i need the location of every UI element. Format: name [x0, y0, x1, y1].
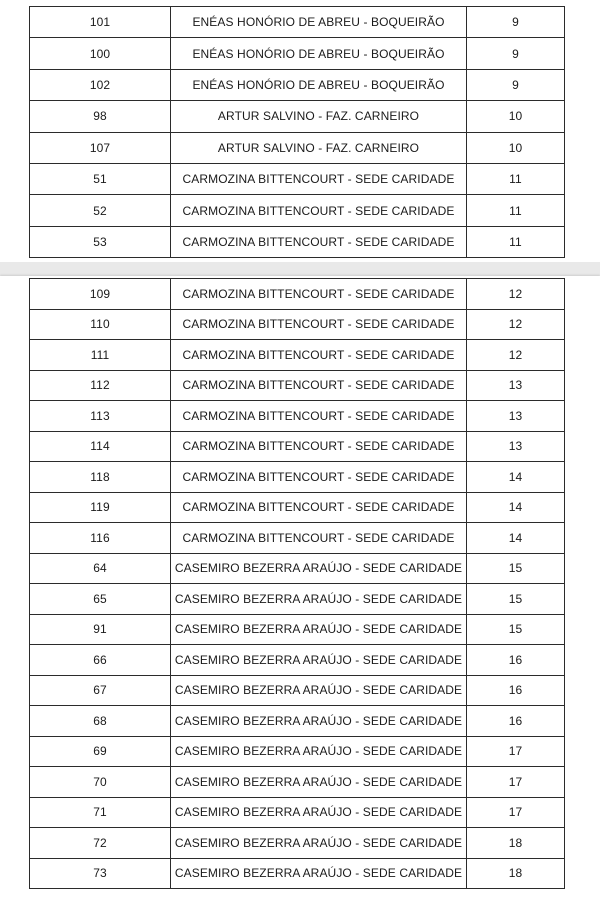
cell-school: CARMOZINA BITTENCOURT - SEDE CARIDADE [171, 523, 467, 554]
table-row [30, 645, 565, 676]
cell-number: 10 [467, 132, 565, 163]
cell-school: CARMOZINA BITTENCOURT - SEDE CARIDADE [171, 492, 467, 523]
cell-number: 9 [467, 7, 565, 38]
table-row [30, 553, 565, 584]
data-table-top [29, 6, 565, 258]
table-row [30, 614, 565, 645]
document-page-top [0, 0, 600, 262]
cell-school: CARMOZINA BITTENCOURT - SEDE CARIDADE [171, 195, 467, 226]
cell-school: CASEMIRO BEZERRA ARAÚJO - SEDE CARIDADE [171, 553, 467, 584]
cell-code: 68 [30, 706, 171, 737]
cell-number: 17 [467, 797, 565, 828]
cell-school: ARTUR SALVINO - FAZ. CARNEIRO [171, 101, 467, 132]
cell-school: CASEMIRO BEZERRA ARAÚJO - SEDE CARIDADE [171, 645, 467, 676]
cell-number: 12 [467, 340, 565, 371]
cell-school: CARMOZINA BITTENCOURT - SEDE CARIDADE [171, 163, 467, 194]
table-row [30, 226, 565, 257]
cell-number: 12 [467, 279, 565, 310]
cell-number: 16 [467, 675, 565, 706]
cell-number: 9 [467, 69, 565, 100]
cell-number: 15 [467, 553, 565, 584]
cell-number: 11 [467, 163, 565, 194]
cell-number: 12 [467, 309, 565, 340]
table-row [30, 584, 565, 615]
cell-number: 18 [467, 828, 565, 859]
cell-school: CASEMIRO BEZERRA ARAÚJO - SEDE CARIDADE [171, 584, 467, 615]
cell-school: CARMOZINA BITTENCOURT - SEDE CARIDADE [171, 279, 467, 310]
cell-number: 9 [467, 38, 565, 69]
cell-number: 15 [467, 584, 565, 615]
cell-code: 64 [30, 553, 171, 584]
cell-code: 52 [30, 195, 171, 226]
cell-school: ARTUR SALVINO - FAZ. CARNEIRO [171, 132, 467, 163]
cell-number: 14 [467, 523, 565, 554]
cell-school: CASEMIRO BEZERRA ARAÚJO - SEDE CARIDADE [171, 614, 467, 645]
table-row [30, 523, 565, 554]
cell-number: 16 [467, 706, 565, 737]
cell-school: CARMOZINA BITTENCOURT - SEDE CARIDADE [171, 462, 467, 493]
cell-school: CARMOZINA BITTENCOURT - SEDE CARIDADE [171, 431, 467, 462]
cell-code: 116 [30, 523, 171, 554]
table-row [30, 370, 565, 401]
table-row [30, 462, 565, 493]
cell-school: ENÉAS HONÓRIO DE ABREU - BOQUEIRÃO [171, 7, 467, 38]
table-row [30, 797, 565, 828]
cell-school: CASEMIRO BEZERRA ARAÚJO - SEDE CARIDADE [171, 858, 467, 889]
cell-school: CARMOZINA BITTENCOURT - SEDE CARIDADE [171, 370, 467, 401]
cell-number: 15 [467, 614, 565, 645]
cell-number: 14 [467, 492, 565, 523]
cell-number: 17 [467, 767, 565, 798]
cell-school: CASEMIRO BEZERRA ARAÚJO - SEDE CARIDADE [171, 736, 467, 767]
cell-code: 67 [30, 675, 171, 706]
table-row [30, 431, 565, 462]
table-row [30, 401, 565, 432]
page-separator [0, 262, 600, 276]
cell-code: 53 [30, 226, 171, 257]
table-row [30, 279, 565, 310]
cell-school: CASEMIRO BEZERRA ARAÚJO - SEDE CARIDADE [171, 767, 467, 798]
table-row [30, 69, 565, 100]
cell-number: 11 [467, 195, 565, 226]
table-row [30, 163, 565, 194]
cell-code: 51 [30, 163, 171, 194]
cell-school: CASEMIRO BEZERRA ARAÚJO - SEDE CARIDADE [171, 706, 467, 737]
cell-code: 113 [30, 401, 171, 432]
cell-code: 118 [30, 462, 171, 493]
table-row [30, 38, 565, 69]
table-row [30, 675, 565, 706]
cell-code: 69 [30, 736, 171, 767]
table-row [30, 736, 565, 767]
cell-code: 91 [30, 614, 171, 645]
cell-code: 109 [30, 279, 171, 310]
table-body-top [30, 7, 565, 258]
table-row [30, 706, 565, 737]
cell-code: 73 [30, 858, 171, 889]
cell-school: CARMOZINA BITTENCOURT - SEDE CARIDADE [171, 340, 467, 371]
table-body-bottom [30, 279, 565, 889]
cell-code: 112 [30, 370, 171, 401]
cell-number: 13 [467, 370, 565, 401]
cell-code: 114 [30, 431, 171, 462]
table-row [30, 7, 565, 38]
cell-school: CASEMIRO BEZERRA ARAÚJO - SEDE CARIDADE [171, 828, 467, 859]
cell-code: 119 [30, 492, 171, 523]
cell-code: 102 [30, 69, 171, 100]
cell-school: ENÉAS HONÓRIO DE ABREU - BOQUEIRÃO [171, 38, 467, 69]
cell-code: 71 [30, 797, 171, 828]
cell-code: 101 [30, 7, 171, 38]
cell-school: CARMOZINA BITTENCOURT - SEDE CARIDADE [171, 309, 467, 340]
data-table-bottom [29, 278, 565, 889]
cell-code: 65 [30, 584, 171, 615]
cell-code: 70 [30, 767, 171, 798]
cell-number: 17 [467, 736, 565, 767]
table-row [30, 767, 565, 798]
table-row [30, 132, 565, 163]
cell-code: 107 [30, 132, 171, 163]
table-row [30, 858, 565, 889]
cell-number: 13 [467, 401, 565, 432]
cell-school: CARMOZINA BITTENCOURT - SEDE CARIDADE [171, 226, 467, 257]
cell-school: CASEMIRO BEZERRA ARAÚJO - SEDE CARIDADE [171, 675, 467, 706]
cell-number: 14 [467, 462, 565, 493]
table-row [30, 828, 565, 859]
table-row [30, 309, 565, 340]
cell-number: 11 [467, 226, 565, 257]
table-row [30, 340, 565, 371]
document-page-bottom [0, 276, 600, 899]
cell-code: 66 [30, 645, 171, 676]
cell-school: ENÉAS HONÓRIO DE ABREU - BOQUEIRÃO [171, 69, 467, 100]
cell-number: 18 [467, 858, 565, 889]
cell-number: 13 [467, 431, 565, 462]
table-row [30, 101, 565, 132]
cell-number: 10 [467, 101, 565, 132]
cell-school: CASEMIRO BEZERRA ARAÚJO - SEDE CARIDADE [171, 797, 467, 828]
cell-school: CARMOZINA BITTENCOURT - SEDE CARIDADE [171, 401, 467, 432]
cell-code: 98 [30, 101, 171, 132]
table-row [30, 492, 565, 523]
cell-code: 72 [30, 828, 171, 859]
table-row [30, 195, 565, 226]
cell-code: 110 [30, 309, 171, 340]
cell-code: 100 [30, 38, 171, 69]
cell-number: 16 [467, 645, 565, 676]
cell-code: 111 [30, 340, 171, 371]
